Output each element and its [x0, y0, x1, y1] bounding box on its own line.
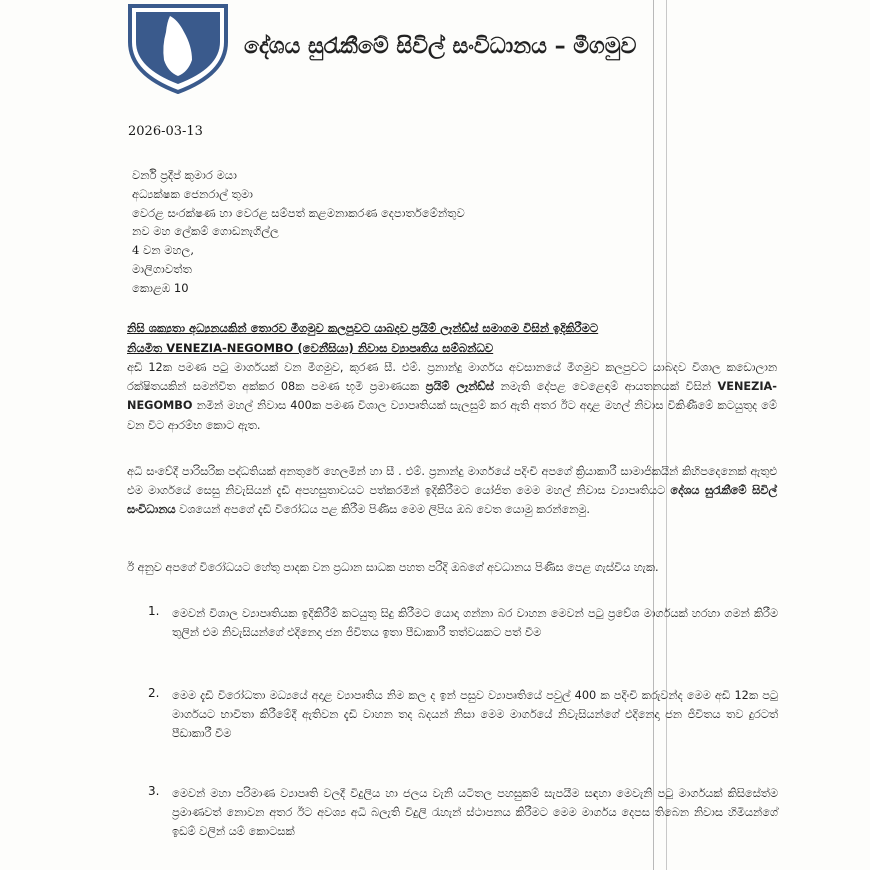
paragraph-text: නමින් මහල් නිවාස 400ක පමණ විශාල ව්‍යාපෘතියක් සැලසුම් කර ඇති අතර ඊට අදාළ මහල් නිවාස විකිණීමේ කටයුතුද මේ වන විට ආරම්භ කොට ඇත.: [127, 399, 777, 432]
recipient-address: [132, 166, 692, 298]
paragraph-text: අඩි 12ක පමණ පටු මාර්ගයක් වන මීගමුව, කුරණ සී. එම්. ප්‍රනාන්දු මාර්ගය අවසානයේ මීගමුව කලපුවට යාබදව විශාල කඩොලාන රක්ෂිතයකින් සමන්විත අක්කර 08ක පමණ භූමි ප්‍රමාණයක: [127, 361, 777, 394]
address-line: නව මහ ලේකම් ගොඩනැගිල්ල: [132, 224, 279, 239]
list-number: 1.: [148, 604, 160, 618]
paragraph-text: වශයෙන් අපගේ දැඩි විරෝධය පළ කිරීම පිණිස මෙම ලිපිය ඔබ වෙත යොමු කරන්නෙමු.: [175, 503, 590, 517]
paragraph-2: [127, 462, 777, 520]
list-text: මෙවන් මහා පරිමාණ ව්‍යාපෘති වලදී විදුලිය හා ජලය වැනි යටිතල පහසුකම් සැපයීම සඳහා මෙවැනි පටු මාර්ගයක් කිසිසේත්ම ප්‍රමාණවත් නොවන අතර ඊට අවශ්‍ය අධි බලැති විදුලි රැහැන් ස්ථාපනය කිරීමට මෙම මාර්ගය දෙපස තිබෙන නිවාස හිමියන්ගේ ඉඩම් වලින් යම් කොටසක්: [172, 787, 778, 839]
address-line: අධ්‍යක්ෂක ජෙනරාල් තුමා: [132, 186, 253, 201]
subject-line: නියමිත VENEZIA-NEGOMBO (වෙනීසියා) නිවාස ව්‍යාපෘතිය සම්බන්ධව: [127, 341, 494, 355]
company-name: ප්‍රයිම් ලෑන්ඩ්ස්: [425, 380, 494, 394]
letter-date: 2026-03-13: [128, 124, 203, 139]
list-text: මෙවන් විශාල ව්‍යාපෘතියක ඉදිකිරීම් කටයුතු සිදු කිරීමට යොදා ගන්නා බර වාහන මෙවන් පටු ප්‍රවේශ මාර්ගයක් හරහා ගමන් කිරීම තුලින් එම නිවැසියන්ගේ එදිනෙදා ජන ජීවිතය ඉතා පීඩාකාරී තත්වයකට පත් වීම: [172, 607, 778, 640]
subject-line: නිසි ශක්‍යතා අධ්‍යනයකින් තොරව මීගමුව කලපුවට යාබදව ප්‍රයිම් ලෑන්ඩ්ස් සමාගම විසින් ඉදිකිරීමට: [127, 321, 599, 335]
project-name: VENEZIA-NEGOMBO: [127, 380, 777, 413]
address-line: 4 වන මහල,: [132, 243, 194, 258]
list-number: 3.: [148, 784, 160, 798]
address-line: කොළඹ 10: [132, 280, 189, 295]
organization-reference: දේශය සුරැකීමේ සිවිල් සංවිධානය: [127, 484, 777, 517]
paragraph-text: අධි සංවේදී පාරිසරික පද්ධතියක් අනතුරේ හෙලමින් හා සී . එම්. ප්‍රනාන්දු මාර්ගයේ පදිංචි අපගේ ක්‍රියාකාරී සාමාජිකයින් කිහිපදෙනෙක් ඇතුළු එම මාර්ගයේ සෙසු නිවැසියන් දැඩි අපහසුතාවයට පත්කරමින් ඉදිකිරීමට යෝජිත මෙම මහල් නිවාස ව්‍යාපෘතියට: [127, 465, 777, 498]
address-line: මාලිගාවත්ත: [132, 261, 192, 276]
shield-logo-icon: [126, 2, 230, 94]
paragraph-text: නමැති දේපළ වෙළෙඳාම් ආයතනයක් විසින්: [493, 380, 718, 394]
address-line: වෙරළ සංරක්ෂණ හා වෙරළ සම්පත් කළමනාකරණ දෙපාර්තමේන්තුව: [132, 205, 465, 220]
list-text: මෙම දැඩි විරෝධතා මධ්‍යයේ අදාළ ව්‍යාපෘතිය නිම කල ද ඉන් පසුව ව්‍යාපෘතියේ පවුල් 400 ක පදිංචි කරුවන්ද මෙම අඩි 12ක පටු මාර්ගයට භාවිතා කිරීමේදී ඇතිවන දැඩි වාහන තද බදයන් නිසා මෙම මාර්ගයේ නිවැසියන්ගේ එදිනෙදා ජන ජීවිතය තව දුරටත් පීඩාකාරී වීම: [172, 689, 778, 741]
paragraph-3: ඊ අනුව අපගේ විරෝධයට හේතු පාදක වන ප්‍රධාන සාධක පහත පරිදි ඔබගේ අවධානය පිණිස පෙළ ගැස්විය හැක.: [127, 561, 659, 574]
address-line: වර්නි ප්‍රදීප් කුමාර මයා: [132, 168, 237, 182]
letter-subject: [127, 318, 787, 358]
organization-name: දේශය සුරැකීමේ සිවිල් සංවිධානය – මීගමුව: [244, 34, 637, 59]
list-number: 2.: [148, 686, 160, 700]
paragraph-1: [127, 358, 777, 435]
